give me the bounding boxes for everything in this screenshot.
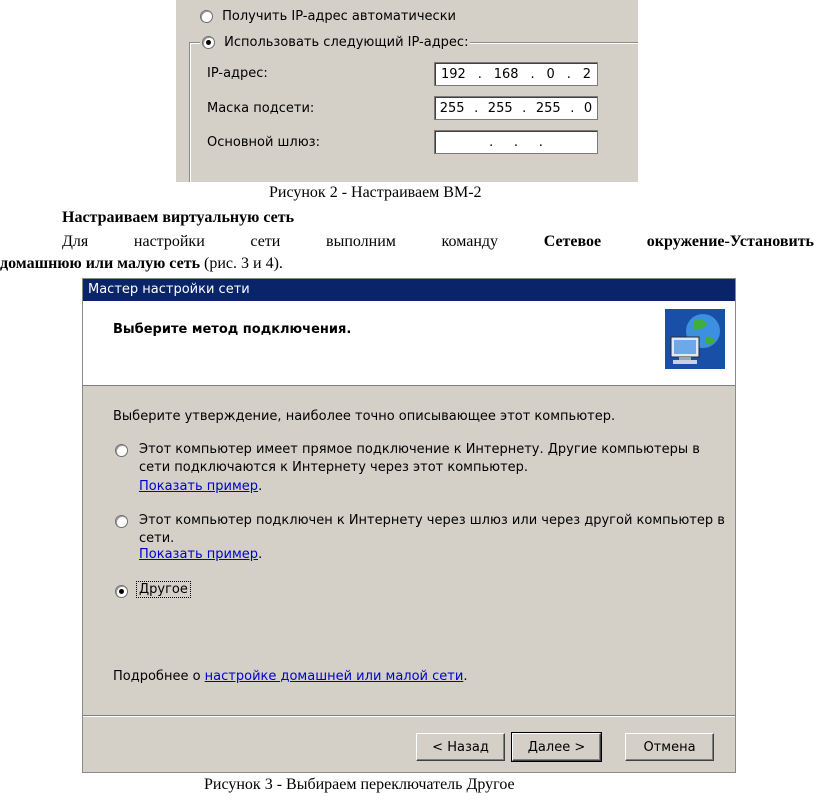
wizard-header-text: Выберите метод подключения.	[113, 322, 352, 337]
figure3-caption: Рисунок 3 - Выбираем переключатель Другое	[204, 776, 515, 793]
mask-octet-2: 255	[487, 100, 513, 116]
option2-label-line1: Этот компьютер подключен к Интернету через шлюз или через другой компьютер в	[139, 513, 725, 528]
ip-octet-1: 192	[440, 66, 466, 82]
radio-obtain-auto-label: Получить IP-адрес автоматически	[222, 9, 457, 24]
mask-octet-3: 255	[535, 100, 561, 116]
paragraph-line-1	[62, 233, 814, 251]
radio-use-following[interactable]	[200, 35, 470, 50]
option1-label-line1: Этот компьютер имеет прямое подключение к Интернету. Другие компьютеры в	[139, 442, 700, 457]
paragraph-line-2	[0, 255, 283, 273]
gateway-label: Основной шлюз:	[207, 135, 320, 150]
radio-obtain-auto[interactable]	[200, 9, 456, 24]
ip-address-field[interactable]: 192 . 168 . 0 . 2	[434, 62, 598, 86]
radio-button[interactable]	[200, 10, 213, 23]
radio-button-selected[interactable]	[202, 36, 215, 49]
para-text: Для настройки сети выполним команду	[62, 233, 499, 250]
more-info-link[interactable]: настройке домашней или малой сети	[204, 669, 464, 684]
option2-label-line2: сети.	[139, 531, 175, 546]
ip-octet-2: 168	[493, 66, 519, 82]
option1-label-line2: сети подключаются к Интернету через этот компьютер.	[139, 460, 529, 475]
next-button[interactable]: Далее >	[512, 733, 601, 761]
gateway-field[interactable]: . . .	[434, 130, 598, 154]
option2-example-link[interactable]: Показать пример	[139, 547, 259, 562]
option1-example-link[interactable]: Показать пример	[139, 479, 259, 494]
para-command: Сетевое окружение-Установить	[543, 233, 815, 250]
back-button[interactable]: < Назад	[416, 733, 505, 761]
section-heading: Настраиваем виртуальную сеть	[62, 209, 295, 226]
cancel-button[interactable]: Отмена	[625, 733, 714, 761]
wizard-separator	[83, 715, 735, 717]
ip-address-label: IP-адрес:	[207, 66, 268, 81]
network-globe-icon	[665, 309, 725, 369]
more-info: Подробнее о настройке домашней или малой сети.	[113, 669, 468, 684]
wizard-header	[83, 301, 735, 386]
option2-radio[interactable]	[115, 515, 128, 528]
more-info-prefix: Подробнее о	[113, 669, 201, 684]
wizard-prompt: Выберите утверждение, наиболее точно описывающее этот компьютер.	[113, 409, 616, 424]
wizard-title-bar: Мастер настройки сети	[83, 279, 735, 301]
option1-example: Показать пример.	[139, 479, 263, 494]
radio-use-following-label: Использовать следующий IP-адрес:	[224, 35, 469, 50]
subnet-mask-field[interactable]: 255 . 255 . 255 . 0	[434, 96, 598, 120]
figure2-caption: Рисунок 2 - Настраиваем ВМ-2	[269, 184, 482, 201]
network-setup-wizard	[82, 278, 736, 773]
subnet-mask-label: Маска подсети:	[207, 101, 315, 116]
ip-octet-3: 0	[546, 66, 555, 82]
ip-settings-screenshot	[176, 0, 638, 182]
para-ref: (рис. 3 и 4).	[204, 255, 283, 272]
option1-radio[interactable]	[115, 444, 128, 457]
option3-radio-selected[interactable]	[115, 585, 128, 598]
ip-octet-4: 2	[582, 66, 592, 82]
para-command-cont: домашнюю или малую сеть	[0, 255, 201, 272]
option3-label: Другое	[139, 582, 188, 597]
mask-octet-1: 255	[439, 100, 465, 116]
option2-example: Показать пример.	[139, 547, 263, 562]
mask-octet-4: 0	[583, 100, 593, 116]
